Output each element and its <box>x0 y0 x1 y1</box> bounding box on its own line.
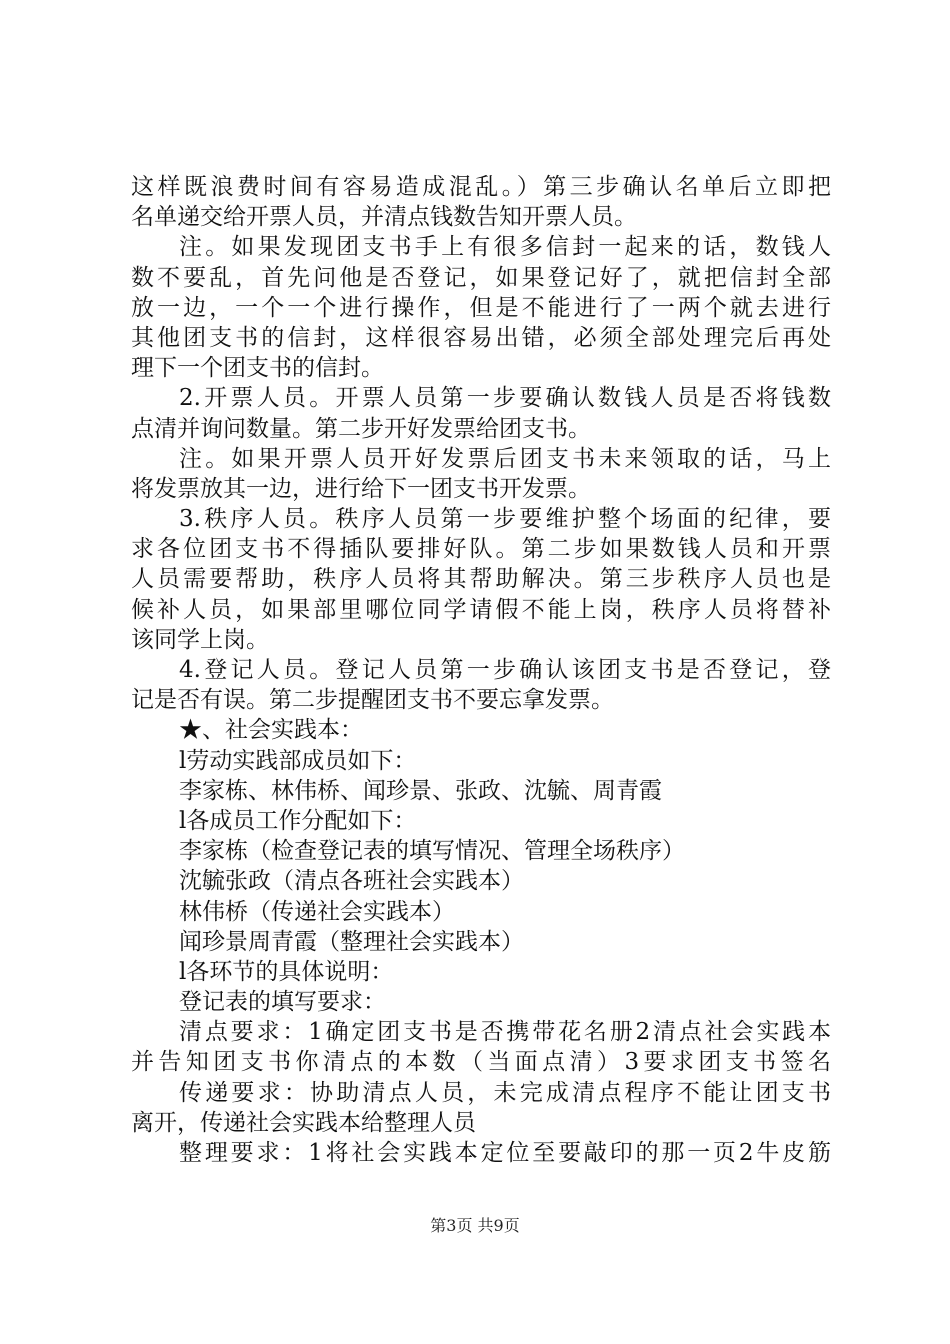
text-line: 该同学上岗。 <box>131 626 269 653</box>
text-line: 名单递交给开票人员，并清点钱数告知开票人员。 <box>131 204 637 231</box>
text-line: 闻珍景周青霞（整理社会实践本） <box>179 928 524 955</box>
text-line: 登记表的填写要求： <box>179 989 386 1016</box>
text-line: 整理要求：1将社会实践本定位至要敲印的那一页2牛皮筋 <box>179 1140 831 1166</box>
text-line: 沈毓张政（清点各班社会实践本） <box>179 868 524 895</box>
text-line: 其他团支书的信封，这样很容易出错，必须全部处理完后再处 <box>131 324 831 351</box>
page-number-footer: 第3页 共9页 <box>430 1216 520 1235</box>
text-line: 4.登记人员。登记人员第一步确认该团支书是否登记，登 <box>179 657 831 683</box>
text-line: 这样既浪费时间有容易造成混乱。）第三步确认名单后立即把 <box>131 174 831 200</box>
text-line: 林伟桥（传递社会实践本） <box>179 898 455 925</box>
text-line: 清点要求：1确定团支书是否携带花名册2清点社会实践本 <box>179 1019 831 1046</box>
section-heading: ★、社会实践本： <box>179 717 363 744</box>
text-line: 注。如果发现团支书手上有很多信封一起来的话，数钱人 <box>179 234 831 261</box>
text-line: 3.秩序人员。秩序人员第一步要维护整个场面的纪律，要 <box>179 506 831 533</box>
text-line: 候补人员，如果部里哪位同学请假不能上岗，秩序人员将替补 <box>131 596 831 623</box>
text-line: l各成员工作分配如下： <box>179 807 417 834</box>
body-text <box>131 172 831 1168</box>
text-line: 求各位团支书不得插队要排好队。第二步如果数钱人员和开票 <box>131 536 831 563</box>
text-line: 理下一个团支书的信封。 <box>131 355 384 382</box>
text-line: 并告知团支书你清点的本数（当面点清）3要求团支书签名 <box>131 1049 831 1076</box>
text-line: 数不要乱，首先问他是否登记，如果登记好了，就把信封全部 <box>131 264 831 291</box>
text-line: 离开，传递社会实践本给整理人员 <box>131 1109 476 1136</box>
text-line: 李家栋、林伟桥、闻珍景、张政、沈毓、周青霞 <box>179 777 662 804</box>
text-line: 传递要求：协助清点人员，未完成清点程序不能让团支书 <box>179 1079 831 1106</box>
text-line: 人员需要帮助，秩序人员将其帮助解决。第三步秩序人员也是 <box>131 566 831 593</box>
text-line: l各环节的具体说明： <box>179 958 394 985</box>
text-line: 放一边，一个一个进行操作，但是不能进行了一两个就去进行 <box>131 294 831 321</box>
text-line: 李家栋（检查登记表的填写情况、管理全场秩序） <box>179 838 685 865</box>
text-line: 点清并询问数量。第二步开好发票给团支书。 <box>131 415 591 442</box>
text-line: 2.开票人员。开票人员第一步要确认数钱人员是否将钱数 <box>179 385 831 412</box>
text-line: 将发票放其一边，进行给下一团支书开发票。 <box>131 475 591 502</box>
text-line: 记是否有误。第二步提醒团支书不要忘拿发票。 <box>131 687 614 714</box>
text-line: l劳动实践部成员如下： <box>179 747 417 774</box>
text-line: 注。如果开票人员开好发票后团支书未来领取的话，马上 <box>179 445 831 472</box>
